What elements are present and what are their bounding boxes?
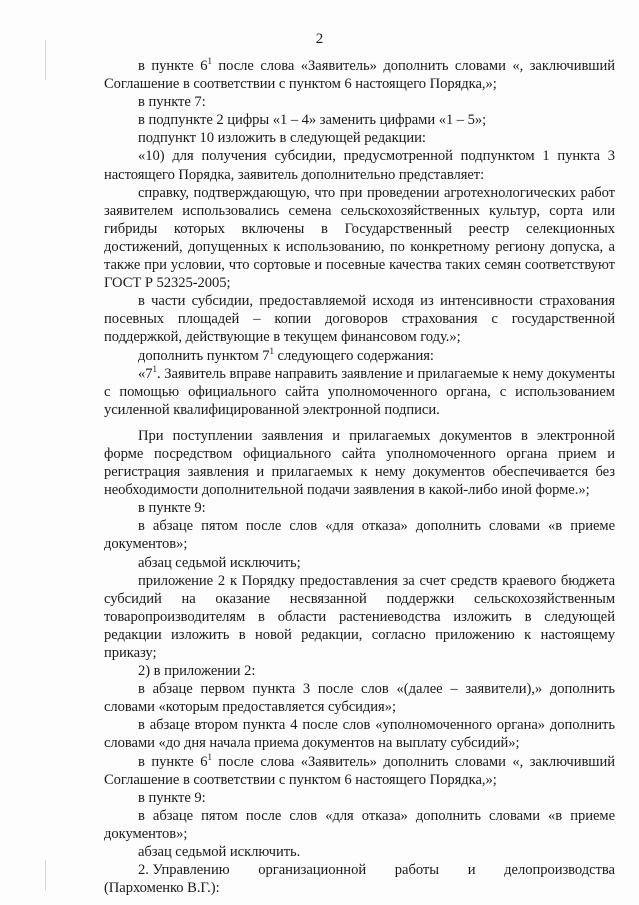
- paragraph: в абзаце пятом после слов «для отказа» дополнить словами «в приеме документов»;: [104, 807, 615, 842]
- paragraph: в пункте 9:: [138, 789, 206, 806]
- paragraph: в подпункте 2 цифры «1 – 4» заменить цифрами «1 – 5»;: [138, 112, 487, 129]
- paragraph: 2) в приложении 2:: [138, 663, 256, 680]
- paragraph: приложение 2 к Порядку предоставления за счет средств краевого бюджета субсидий на оказание несвязанной поддержки сельскохозяйственным товаропроизводителям в области растениеводства изложить в следующей редакции изложить в новой редакции, согласно приложению к настоящему приказу;: [104, 572, 615, 661]
- paragraph: «$7^1$. Заявитель вправе направить заявление и прилагаемые к нему документы с помощью официального сайта уполномоченного органа, с использованием усиленной квалифицированной электронной подписи.: [104, 363, 615, 418]
- paragraph: в части субсидии, предоставляемой исходя из интенсивности страхования посевных площадей – копии договоров страхования с государственной поддержкой, действующие в текущем финансовом году.»;: [104, 293, 615, 346]
- scan-edge-mark: [45, 860, 46, 890]
- department-line: 2. Управлению организационной работы и делопроизводства: [138, 862, 615, 879]
- paragraph: абзац седьмой исключить;: [138, 554, 301, 571]
- paragraph: абзац седьмой исключить.: [138, 844, 301, 861]
- paragraph: в пункте $6^1$ после слова «Заявитель» дополнить словами «, заключивший Соглашение в соответствии с пунктом 6 настоящего Порядка,»;: [104, 56, 615, 93]
- paragraph: в пункте 9:: [138, 500, 206, 517]
- paragraph: справку, подтверждающую, что при проведении агротехнологических работ заявителем использовались семена сельскохозяйственных культур, сорта или гибриды которых включены в Государственный реестр селекционных достижений, допущенных к использованию, по конкретному региону допуска, а также при условии, что сортовые и посевные качества таких семян соответствуют ГОСТ Р 52325-2005;: [104, 184, 615, 292]
- paragraph: в абзаце первом пункта 3 после слов «(далее – заявители),» дополнить словами «которым предоставляется субсидия»;: [104, 681, 615, 716]
- paragraph: в абзаце пятом после слов «для отказа» дополнить словами «в приеме документов»;: [104, 518, 615, 553]
- paragraph: «10) для получения субсидии, предусмотренной подпунктом 1 пункта 3 настоящего Порядка, заявитель дополнительно представляет:: [104, 148, 615, 183]
- paragraph: подпункт 10 изложить в следующей редакции:: [138, 130, 426, 147]
- paragraph: При поступлении заявления и прилагаемых документов в электронной форме посредством официального сайта уполномоченного органа прием и регистрация заявления и прилагаемых к нему документов обеспечивается без необходимости дополнительной подачи заявления в какой-либо иной форме.»;: [104, 427, 615, 499]
- paragraph: дополнить пунктом $7^1$ следующего содержания:: [138, 345, 434, 364]
- paragraph: (Пархоменко В.Г.):: [104, 880, 220, 897]
- page-number: 2: [315, 31, 324, 47]
- paragraph: в пункте $6^1$ после слова «Заявитель» дополнить словами «, заключивший Соглашение в соответствии с пунктом 6 настоящего Порядка,»;: [104, 751, 615, 788]
- document-body: [104, 57, 615, 897]
- paragraph: в пункте 7:: [138, 94, 206, 111]
- scan-edge-mark: [45, 40, 46, 80]
- paragraph: в абзаце втором пункта 4 после слов «уполномоченного органа» дополнить словами «до дня начала приема документов на выплату субсидий»;: [104, 717, 615, 752]
